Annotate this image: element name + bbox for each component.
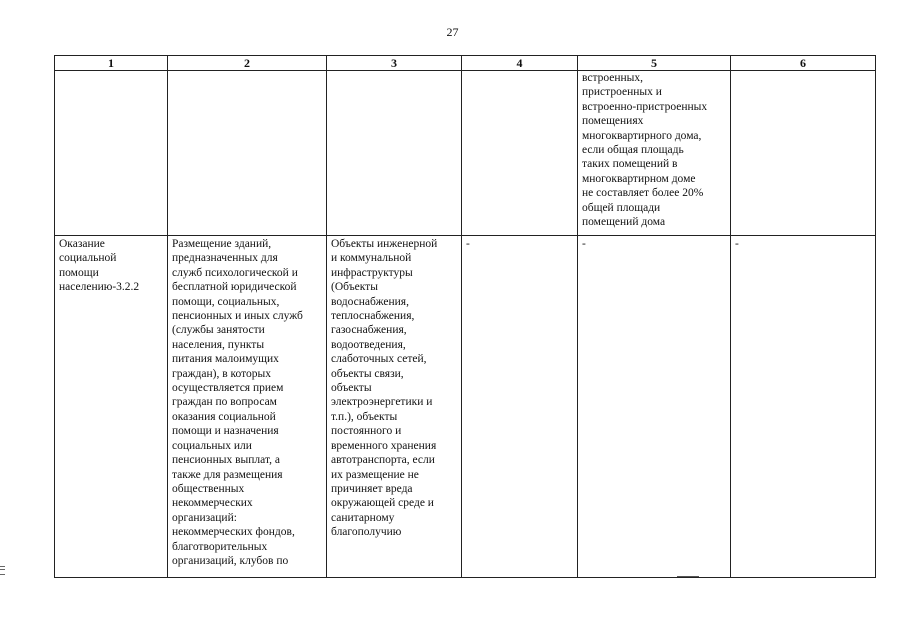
regulations-table xyxy=(54,55,876,578)
underline-mark xyxy=(677,576,699,577)
table-cell xyxy=(462,71,578,236)
dash-text: - xyxy=(582,238,586,250)
column-header-2: 2 xyxy=(168,56,327,71)
column-header-4: 4 xyxy=(462,56,578,71)
column-header-6: 6 xyxy=(731,56,876,71)
cell-text: встроенных, пристроенных и встроенно-пристроенных помещениях многоквартирного дома, если общая площадь таких помещений в многоквартирном доме не составляет более 20% общей площади помещений дома xyxy=(582,72,708,229)
table-cell xyxy=(168,236,327,578)
table-cell xyxy=(578,71,731,236)
table-cell xyxy=(731,71,876,236)
column-header-5: 5 xyxy=(578,56,731,71)
table-cell xyxy=(578,236,731,578)
dash-text: - xyxy=(466,238,470,250)
table-row xyxy=(55,71,876,236)
land-use-type-text: Оказание социальной помощи населению-3.2.2 xyxy=(59,238,140,294)
page-number: 27 xyxy=(446,25,459,39)
table-cell xyxy=(731,236,876,578)
table-cell xyxy=(55,71,168,236)
table-cell xyxy=(55,236,168,578)
table-header-row xyxy=(55,56,876,71)
table-row xyxy=(55,236,876,578)
table-cell xyxy=(327,71,462,236)
table-cell xyxy=(327,236,462,578)
table-cell xyxy=(462,236,578,578)
column-header-3: 3 xyxy=(327,56,462,71)
margin-scan-mark xyxy=(0,566,5,575)
dash-text: - xyxy=(735,238,739,250)
auxiliary-use-text: Объекты инженерной и коммунальной инфраструктуры (Объекты водоснабжения, теплоснабжения, газоснабжения, водоотведения, слаботочных сетей, объекты связи, объекты электроэнергетики и т.п.), объекты постоянного и временного хранения автотранспорта, если их размещение не причиняет вреда окружающей среде и санитарному благополучию xyxy=(331,238,438,539)
main-use-description-text: Размещение зданий, предназначенных для служб психологической и бесплатной юридической помощи, социальных, пенсионных и иных служб (службы занятости населения, пункты питания малоимущих граждан), в которых осуществляется прием граждан по вопросам оказания социальной помощи и назначения социальных или пенсионных выплат, а также для размещения общественных некоммерческих организаций: некоммерческих фондов, благотворительных организаций, клубов по xyxy=(172,238,303,567)
column-header-1: 1 xyxy=(55,56,168,71)
table-cell xyxy=(168,71,327,236)
